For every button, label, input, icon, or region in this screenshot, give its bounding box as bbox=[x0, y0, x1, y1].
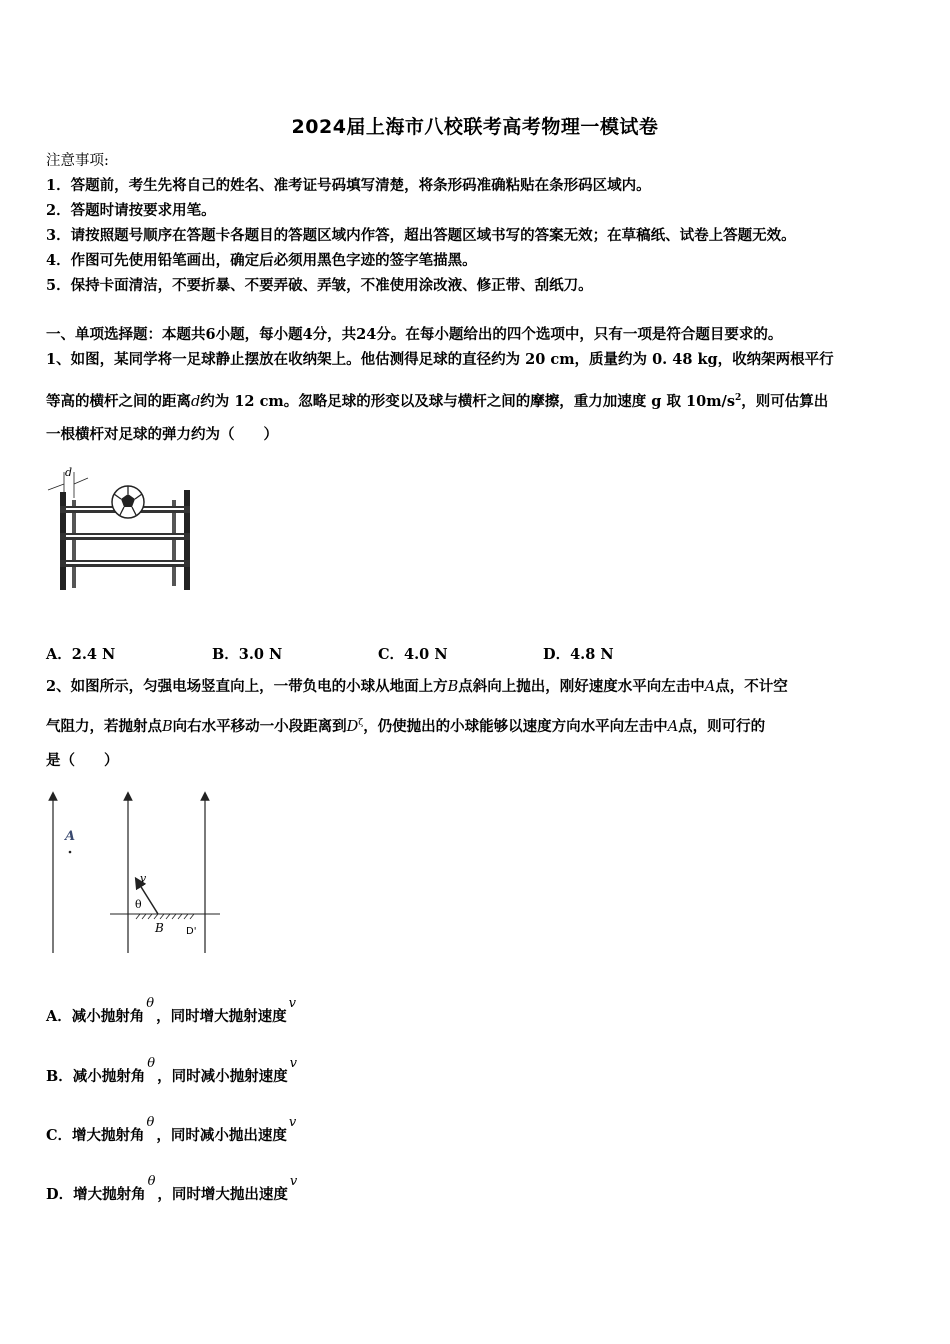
page-title: 2024届上海市八校联考高考物理一模试卷 bbox=[291, 116, 659, 138]
q1-option-a[interactable]: A．2.4 N bbox=[46, 646, 116, 663]
q2-choice-b[interactable]: B．减小抛射角θ，同时减小抛射速度v bbox=[46, 1056, 297, 1085]
note-item: 3．请按照题号顺序在答题卡各题目的答题区域内作答，超出答题区域书写的答案无效；在草稿纸、试卷上答题无效。 bbox=[46, 227, 796, 244]
note-item: 4．作图可先使用铅笔画出，确定后必须用黑色字迹的签字笔描黑。 bbox=[46, 252, 477, 269]
section-heading: 一、单项选择题：本题共6小题，每小题4分，共24分。在每小题给出的四个选项中，只有一项是符合题目要求的。 bbox=[46, 326, 783, 343]
q1-option-c[interactable]: C．4.0 N bbox=[378, 646, 448, 663]
q1-stem-line2: 等高的横杆之间的距离d约为 12 cm。忽略足球的形变以及球与横杆之间的摩擦，重力加速度 g 取 $10m/s^2$，则可估算出 bbox=[46, 392, 829, 410]
q2-figure-label-theta: θ bbox=[135, 898, 142, 911]
note-item: 2．答题时请按要求用笔。 bbox=[46, 202, 216, 219]
q2-stem-line1: 2、如图所示，匀强电场竖直向上，一带负电的小球从地面上方B点斜向上抛出，刚好速度水平向左击中A点，不计空 bbox=[46, 678, 788, 695]
q2-figure-label-dprime: D' bbox=[186, 926, 197, 937]
q2-choice-c[interactable]: C．增大抛射角θ，同时减小抛出速度v bbox=[46, 1115, 297, 1144]
q2-choice-d[interactable]: D．增大抛射角θ，同时增大抛出速度v bbox=[46, 1174, 298, 1203]
q2-figure-label-v: v bbox=[140, 872, 147, 885]
q2-stem-line3: 是（ ） bbox=[46, 752, 119, 769]
q2-choice-a[interactable]: A．减小抛射角θ，同时增大抛射速度v bbox=[46, 996, 296, 1025]
note-item: 1．答题前，考生先将自己的姓名、准考证号码填写清楚，将条形码准确粘贴在条形码区域内。 bbox=[46, 177, 651, 194]
notes-heading: 注意事项: bbox=[46, 153, 109, 169]
note-item: 5．保持卡面清洁，不要折暴、不要弄破、弄皱，不准使用涂改液、修正带、刮纸刀。 bbox=[46, 277, 593, 294]
q2-figure-field bbox=[40, 788, 230, 958]
q1-stem-line3: 一根横杆对足球的弹力约为（ ） bbox=[46, 426, 278, 443]
q2-stem-line2: 气阻力，若抛射点B向右水平移动一小段距离到$D^\zeta$，仍使抛出的小球能够以速度方向水平向左击中A点，则可行的 bbox=[46, 717, 766, 735]
q1-figure-label-d: d bbox=[65, 466, 73, 479]
q2-figure-label-b: B bbox=[155, 921, 164, 935]
q1-option-d[interactable]: D．4.8 N bbox=[543, 646, 614, 663]
q1-option-b[interactable]: B．3.0 N bbox=[212, 646, 283, 663]
q1-figure-rack bbox=[40, 462, 200, 592]
q1-stem-line1: 1、如图，某同学将一足球静止摆放在收纳架上。他估测得足球的直径约为 20 cm，质量约为 0. 48 kg，收纳架两根平行 bbox=[46, 351, 834, 368]
q2-figure-label-a: A bbox=[65, 829, 76, 844]
